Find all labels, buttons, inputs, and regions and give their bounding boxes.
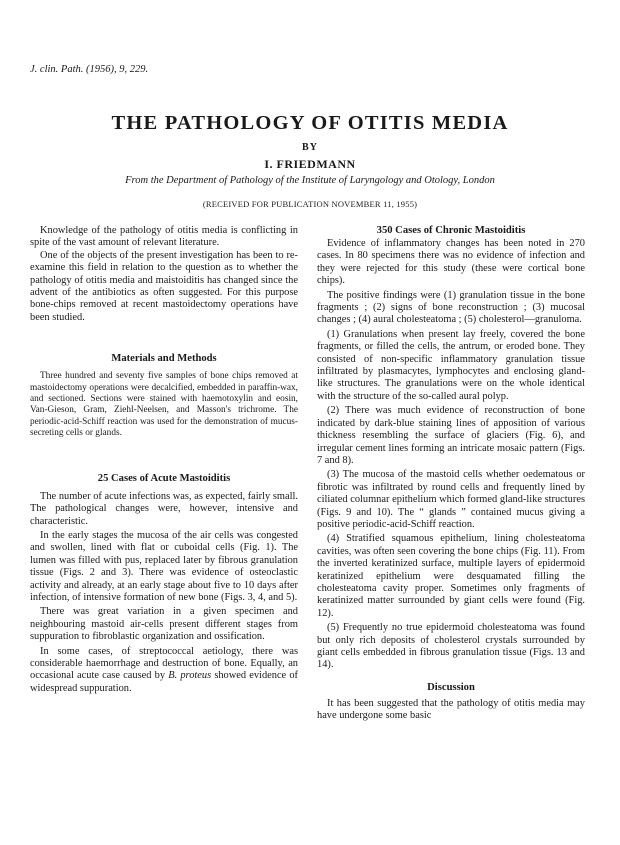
chronic-paragraph-7: (5) Frequently no true epidermoid cholesteatoma was found but only rich deposits of cholesterol crystals surrounded by giant cells embedded in fibrous granulation tissue (Figs. 13 and 14). — [317, 622, 585, 671]
chronic-paragraph-6: (4) Stratified squamous epithelium, lining cholesteatoma cavities, was often seen covering the bone chips (Fig. 11). From the inverted keratinized surface, multiple layers of epidermoid keratinized epithelium were desquamated filling the cholesteatoma cavity proper. Sometimes only fragments of keratinized matter surrounded by giant cells were found (Fig. 12). — [317, 533, 585, 619]
acute-paragraph-2: In the early stages the mucosa of the air cells was congested and swollen, lined with flat or cuboidal cells (Fig. 1). The lumen was filled with pus, replaced later by fibrous granulation tissue (Figs. 2 and 3). There was evidence of osteoclastic activity and already, at an early stage about five to 10 days after infection, of intensive formation of new bone (Figs. 3, 4, and 5). — [30, 529, 298, 603]
chronic-paragraph-3: (1) Granulations when present lay freely, covered the bone fragments, or filled the cells, the antrum, or eroded bone. They consisted of non-specific inflammatory granulation tissue infiltrated by plasmacytes, lymphocytes and enclosing gland-like structures. The granulations were on the whole identical with the structure of the so-called aural polyp. — [317, 328, 585, 402]
acute-paragraph-4-text-b: showed evidence of widespread suppuration. — [30, 670, 298, 694]
acute-mastoiditis-heading: 25 Cases of Acute Mastoiditis — [97, 472, 231, 484]
acute-paragraph-4 — [30, 646, 298, 696]
chronic-paragraph-4: (2) There was much evidence of reconstruction of bone indicated by dark-blue staining lines of apposition of various thickness resembling the surface of glaciers (Fig. 6), and irregular cement lines forming an intricate mosaic pattern (Figs. 7 and 8). — [317, 405, 585, 466]
acute-paragraph-1: The number of acute infections was, as expected, fairly small. The pathological changes were, however, intensive and characteristic. — [30, 490, 298, 527]
acute-paragraph-4-text-a: In some cases, of streptococcal aetiology, there was considerable haemorrhage and destruction of bone. Equally, an occasional acute case caused by — [30, 645, 298, 682]
chronic-paragraph-1: Evidence of inflammatory changes has been noted in 270 cases. In 80 specimens there was no evidence of infection and they were rejected for this study (these were cortical bone chips). — [317, 238, 585, 287]
methods-paragraph: Three hundred and seventy five samples of bone chips removed at mastoidectomy operations were decalcified, embedded in paraffin-wax, and sectioned. Sections were stained with haemotoxylin and eosin, Van-Gieson, Gram, Ziehl-Neelsen, and Masson's trichrome. The periodic-acid-Schiff reaction was used for the demonstration of mucus-secreting cells or glands. — [30, 371, 298, 439]
chronic-paragraph-5: (3) The mucosa of the mastoid cells whether oedematous or fibrotic was infiltrated by round cells and frequently lined by ciliated columnar epithelium which formed gland-like structures (Figs. 9 and 10). The “ glands ” contained mucus giving a positive periodic-acid-Schiff reaction. — [317, 469, 585, 530]
methods-heading: Materials and Methods — [111, 353, 217, 365]
author-name: I. FRIEDMANN — [264, 157, 356, 171]
right-column — [317, 225, 585, 723]
discussion-paragraph-1: It has been suggested that the pathology of otitis media may have undergone some basic — [317, 697, 585, 722]
chronic-paragraph-2: The positive findings were (1) granulation tissue in the bone fragments ; (2) signs of bone reconstruction ; (3) mucosal changes ; (4) aural cholesteatoma ; (5) cholesterol—granuloma. — [317, 289, 585, 326]
byline-label: BY — [302, 142, 318, 153]
discussion-heading: Discussion — [427, 681, 475, 693]
intro-paragraph-2: One of the objects of the present investigation has been to re-examine this field in relation to the question as to whether the pathology of otitis media and maistoiditis has changed since the advent of the antibiotics as often suggested. For this purpose bone-chips removed at recent mastoidectomy operations have been studied. — [30, 249, 298, 323]
article-title: THE PATHOLOGY OF OTITIS MEDIA — [111, 112, 509, 134]
intro-paragraph-1: Knowledge of the pathology of otitis media is conflicting in spite of the vast amount of relevant literature. — [30, 225, 298, 249]
author-affiliation: From the Department of Pathology of the Institute of Laryngology and Otology, London — [125, 175, 495, 186]
left-column — [30, 225, 298, 695]
received-date: (RECEIVED FOR PUBLICATION NOVEMBER 11, 1955) — [202, 199, 418, 209]
chronic-mastoiditis-heading: 350 Cases of Chronic Mastoiditis — [376, 225, 526, 236]
journal-citation: J. clin. Path. (1956), 9, 229. — [30, 64, 149, 75]
organism-name: B. proteus — [168, 670, 212, 682]
acute-paragraph-3: There was great variation in a given specimen and neighbouring mastoid air-cells present different stages from suppuration to fibroblastic organization and ossification. — [30, 606, 298, 643]
